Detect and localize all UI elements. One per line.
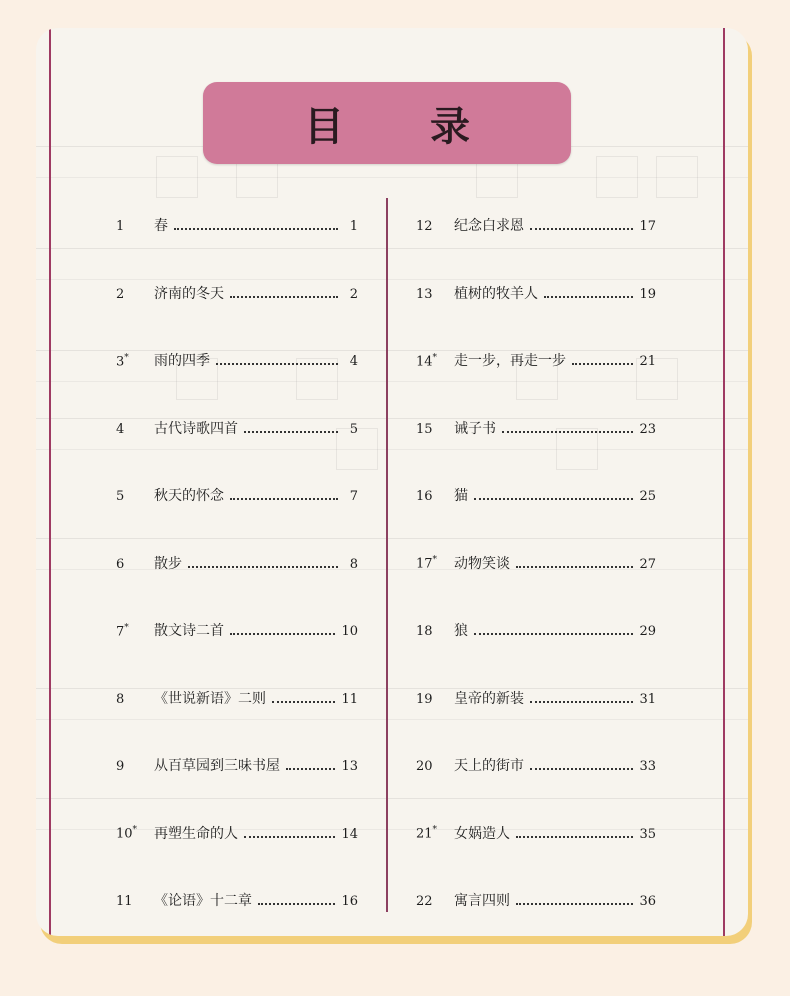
- toc-entry[interactable]: [416, 620, 656, 644]
- dot-leader: [544, 296, 633, 298]
- entry-number: 11: [116, 894, 133, 909]
- supplementary-star: *: [432, 555, 438, 566]
- dot-leader: [572, 363, 633, 365]
- entry-page-number: 25: [639, 489, 656, 504]
- toc-entry[interactable]: [116, 823, 358, 847]
- supplementary-star: *: [132, 825, 138, 836]
- entry-page-number: 19: [639, 286, 656, 302]
- entry-number: 22: [416, 894, 433, 909]
- dot-leader: [188, 566, 338, 568]
- toc-entry[interactable]: [116, 283, 358, 307]
- dot-leader: [216, 363, 338, 365]
- toc-entry[interactable]: [416, 485, 656, 509]
- dot-leader: [530, 228, 633, 230]
- entry-title: 皇帝的新装: [454, 690, 524, 707]
- dot-leader: [258, 903, 335, 905]
- entry-number: 20: [416, 759, 433, 774]
- entry-page-number: 13: [341, 759, 358, 774]
- entry-number: 4: [116, 421, 125, 437]
- show-through-line: [36, 248, 748, 280]
- entry-title: 动物笑谈: [454, 555, 510, 572]
- toc-entry[interactable]: [116, 485, 358, 509]
- toc-entry[interactable]: [116, 350, 358, 374]
- entry-number: 16: [416, 489, 433, 504]
- dot-leader: [516, 903, 633, 905]
- dot-leader: [230, 296, 338, 298]
- entry-page-number: 29: [639, 624, 656, 639]
- entry-number: 17*: [416, 555, 438, 572]
- show-through-box: [596, 156, 638, 198]
- show-through-box: [656, 156, 698, 198]
- entry-page-number: 21: [639, 354, 656, 369]
- entry-page-number: 1: [349, 219, 358, 234]
- entry-number: 1: [116, 219, 125, 234]
- supplementary-star: *: [432, 352, 438, 363]
- toc-entry[interactable]: [416, 350, 656, 374]
- entry-number: 6: [116, 556, 125, 572]
- dot-leader: [502, 431, 633, 433]
- entry-title: 春: [154, 218, 168, 234]
- entry-title: 走一步，再走一步: [454, 353, 566, 369]
- toc-entry[interactable]: [416, 688, 656, 712]
- entry-page-number: 10: [341, 624, 358, 639]
- dot-leader: [230, 498, 338, 500]
- supplementary-star: *: [124, 622, 129, 633]
- entry-page-number: 2: [349, 286, 358, 302]
- entry-page-number: 33: [639, 759, 656, 774]
- right-margin-line: [723, 28, 725, 936]
- entry-title: 诫子书: [454, 420, 496, 437]
- entry-page-number: 11: [341, 691, 358, 707]
- entry-page-number: 35: [639, 826, 656, 842]
- toc-title: 目 录: [304, 103, 506, 150]
- dot-leader: [474, 498, 633, 500]
- dot-leader: [244, 836, 335, 838]
- dot-leader: [530, 701, 633, 703]
- toc-entry[interactable]: [416, 755, 656, 779]
- entry-page-number: 5: [349, 421, 358, 437]
- toc-entry[interactable]: [116, 553, 358, 577]
- left-margin-line: [49, 28, 51, 936]
- entry-title: 秋天的怀念: [154, 488, 224, 504]
- entry-number: 9: [116, 759, 125, 774]
- toc-title-banner: [203, 82, 571, 164]
- toc-entry[interactable]: [416, 890, 656, 914]
- entry-page-number: 8: [349, 556, 358, 572]
- entry-number: 10*: [116, 825, 138, 842]
- entry-title: 古代诗歌四首: [154, 420, 238, 437]
- dot-leader: [516, 566, 633, 568]
- dot-leader: [516, 836, 633, 838]
- entry-title: 寓言四则: [454, 893, 510, 909]
- entry-number: 3*: [116, 352, 129, 369]
- dot-leader: [174, 228, 338, 230]
- toc-entry[interactable]: [116, 755, 358, 779]
- toc-entry[interactable]: [416, 418, 656, 442]
- entry-page-number: 4: [349, 354, 358, 369]
- entry-page-number: 31: [639, 691, 656, 707]
- toc-entry[interactable]: [116, 688, 358, 712]
- toc-entry[interactable]: [416, 215, 656, 239]
- column-divider: [386, 198, 388, 912]
- entry-number: 14*: [416, 352, 438, 369]
- entry-title: 植树的牧羊人: [454, 285, 538, 302]
- dot-leader: [530, 768, 633, 770]
- entry-title: 女娲造人: [454, 825, 510, 842]
- supplementary-star: *: [124, 352, 129, 363]
- entry-page-number: 7: [349, 489, 358, 504]
- supplementary-star: *: [432, 825, 438, 836]
- entry-title: 纪念白求恩: [454, 218, 524, 234]
- entry-page-number: 23: [639, 421, 656, 437]
- entry-title: 再塑生命的人: [154, 825, 238, 842]
- entry-page-number: 27: [639, 556, 656, 572]
- toc-entry[interactable]: [116, 215, 358, 239]
- entry-number: 12: [416, 219, 433, 234]
- entry-title: 《论语》十二章: [154, 893, 252, 909]
- toc-entry[interactable]: [116, 620, 358, 644]
- entry-number: 8: [116, 691, 125, 707]
- entry-number: 19: [416, 691, 433, 707]
- entry-title: 猫: [454, 488, 468, 504]
- entry-page-number: 14: [341, 826, 358, 842]
- toc-entry[interactable]: [116, 890, 358, 914]
- entry-page-number: 16: [341, 894, 358, 909]
- entry-title: 狼: [454, 623, 468, 639]
- show-through-box: [156, 156, 198, 198]
- entry-title: 散文诗二首: [154, 623, 224, 639]
- book-page: [36, 28, 748, 936]
- entry-number: 7*: [116, 622, 129, 639]
- entry-number: 18: [416, 624, 433, 639]
- toc-entry[interactable]: [416, 553, 656, 577]
- dot-leader: [286, 768, 335, 770]
- entry-number: 13: [416, 286, 433, 302]
- entry-title: 济南的冬天: [154, 285, 224, 302]
- entry-page-number: 36: [639, 894, 656, 909]
- dot-leader: [272, 701, 335, 703]
- dot-leader: [244, 431, 338, 433]
- dot-leader: [474, 633, 633, 635]
- entry-title: 《世说新语》二则: [154, 690, 266, 707]
- entry-title: 散步: [154, 555, 182, 572]
- entry-number: 21*: [416, 825, 438, 842]
- toc-entry[interactable]: [416, 823, 656, 847]
- entry-title: 从百草园到三味书屋: [154, 758, 280, 774]
- entry-number: 5: [116, 489, 125, 504]
- entry-title: 雨的四季: [154, 353, 210, 369]
- toc-entry[interactable]: [416, 283, 656, 307]
- toc-entry[interactable]: [116, 418, 358, 442]
- dot-leader: [230, 633, 335, 635]
- entry-page-number: 17: [639, 219, 656, 234]
- entry-number: 2: [116, 286, 125, 302]
- entry-title: 天上的街市: [454, 758, 524, 774]
- entry-number: 15: [416, 421, 433, 437]
